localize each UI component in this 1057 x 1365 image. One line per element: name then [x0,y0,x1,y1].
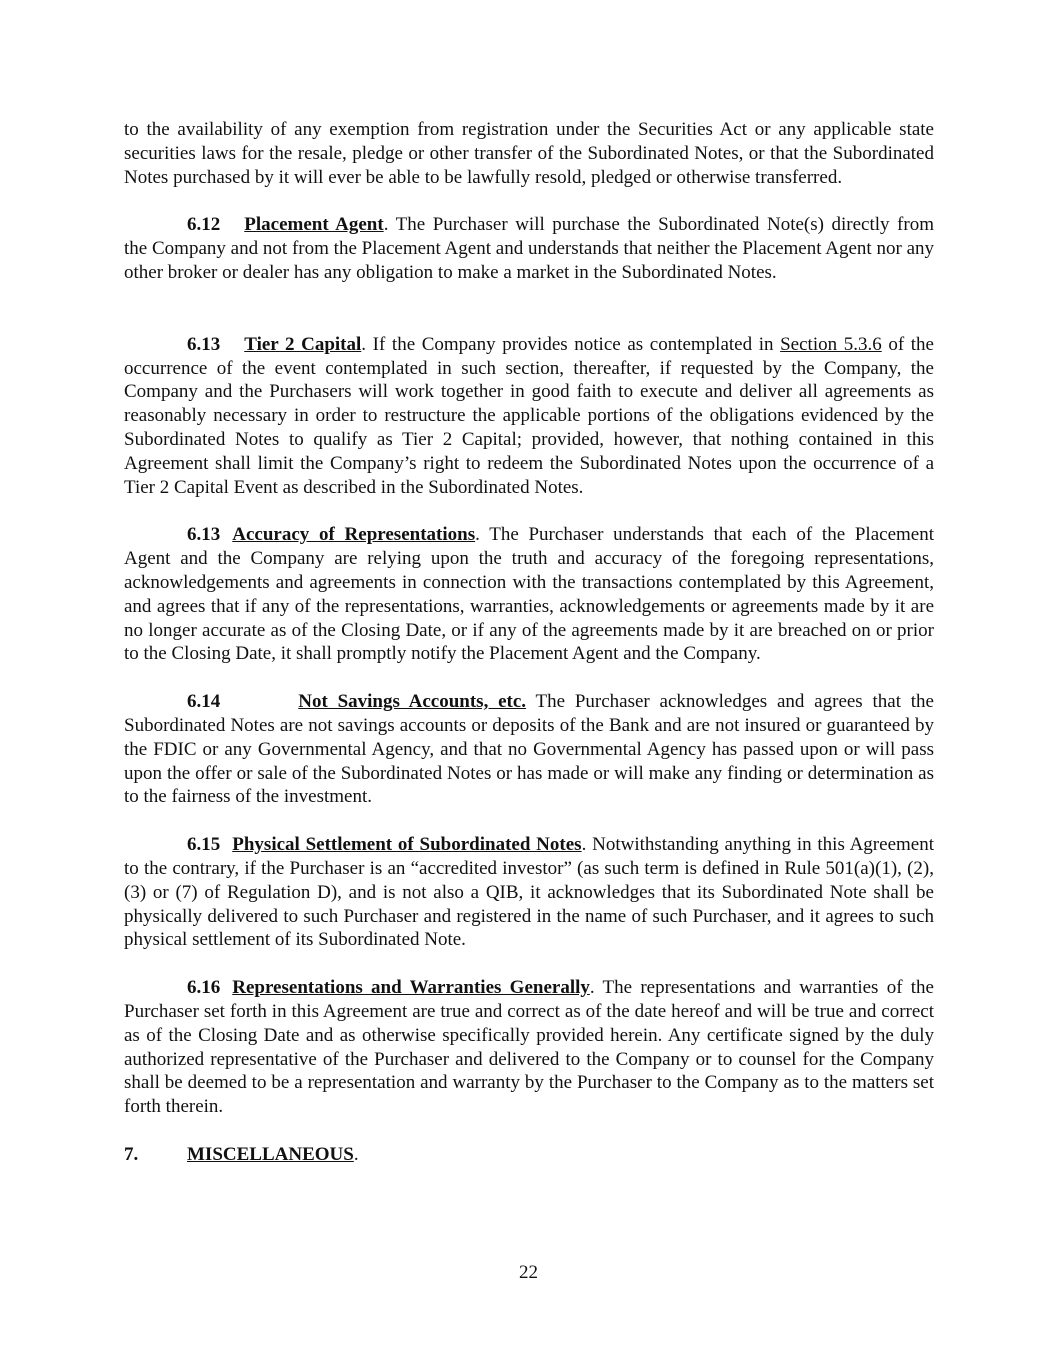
section-heading: Tier 2 Capital [244,333,362,355]
document-page [124,118,934,1167]
section-text: . The Purchaser will purchase the Subordinated Note(s) directly from the Company and not from the Placement Agent and understands that neither the Placement Agent nor any other broker or dealer has any obligation to make a market in the Subordinated Notes. [124,214,934,283]
section-number: 6.14 [187,691,221,713]
section-number: 6.13 [187,524,221,546]
section-text-continued: of the occurrence of the event contemplated in such section, thereafter, if requested by the Company, the Company and the Purchasers will work together in good faith to execute and deliver all agreements as reasonably necessary in order to restructure the applicable portions of the obligations evidenced by the Subordinated Notes to qualify as Tier 2 Capital; provided, however, that nothing contained in this Agreement shall limit the Company’s right to redeem the Subordinated Notes upon the occurrence of a Tier 2 Capital Event as described in the Subordinated Notes. [124,333,934,498]
section-title-period: . [353,1143,359,1165]
section-number: 6.12 [187,214,221,236]
section-7-heading [124,1143,934,1167]
section-heading: Not Savings Accounts, etc. [298,691,527,713]
section-number: 6.15 [187,834,221,856]
section-heading: Representations and Warranties Generally [232,977,590,999]
section-6-16 [124,976,934,1119]
section-heading: Physical Settlement of Subordinated Notes [232,834,582,856]
section-heading: Placement Agent [244,214,384,236]
section-title: MISCELLANEOUS [187,1143,354,1165]
section-6-14 [124,690,934,809]
section-reference: Section 5.3.6 [780,333,882,355]
section-text: . The Purchaser understands that each of the Placement Agent and the Company are relying upon the truth and accuracy of the foregoing representations, acknowledgements and agreements in connection with the transactions contemplated by this Agreement, and agrees that if any of the representations, warranties, acknowledgements or agreements made by it are no longer accurate as of the Closing Date, or if any of the agreements made by it are breached on or prior to the Closing Date, it shall promptly notify the Placement Agent and the Company. [124,524,934,665]
section-heading: Accuracy of Representations [232,524,476,546]
page-number: 22 [519,1262,538,1283]
section-6-13-accuracy [124,523,934,666]
section-number: 7. [124,1143,139,1165]
section-6-15 [124,833,934,952]
section-number: 6.16 [187,977,221,999]
paragraph-continuation [124,118,934,189]
section-text: . The representations and warranties of the Purchaser set forth in this Agreement are true and correct as of the date hereof and will be true and correct as of the Closing Date and as otherwise specifically provided herein. Any certificate signed by the duly authorized representative of the Purchaser and delivered to the Company or to counsel for the Company shall be deemed to be a representation and warranty by the Purchaser to the Company as to the matters set forth therein. [124,977,934,1118]
section-6-13-tier2 [124,333,934,500]
section-6-12 [124,213,934,284]
section-number: 6.13 [187,333,221,355]
section-text: . If the Company provides notice as contemplated in [361,333,781,355]
section-text: . Notwithstanding anything in this Agreement to the contrary, if the Purchaser is an “accredited investor” (as such term is defined in Rule 501(a)(1), (2), (3) or (7) of Regulation D), and is not also a QIB, it acknowledges that its Subordinated Note shall be physically delivered to such Purchaser and registered in the name of such Purchaser, and it agrees to such physical settlement of its Subordinated Note. [124,834,934,951]
section-text: The Purchaser acknowledges and agrees that the Subordinated Notes are not savings accounts or deposits of the Bank and are not insured or guaranteed by the FDIC or any Governmental Agency, and that no Governmental Agency has passed upon or will pass upon the offer or sale of the Subordinated Notes or has made or will make any finding or determination as to the fairness of the investment. [124,691,934,808]
paragraph-text: to the availability of any exemption from registration under the Securities Act or any applicable state securities laws for the resale, pledge or other transfer of the Subordinated Notes, or that the Subordinated Notes purchased by it will ever be able to be lawfully resold, pledged or otherwise transferred. [124,119,934,188]
